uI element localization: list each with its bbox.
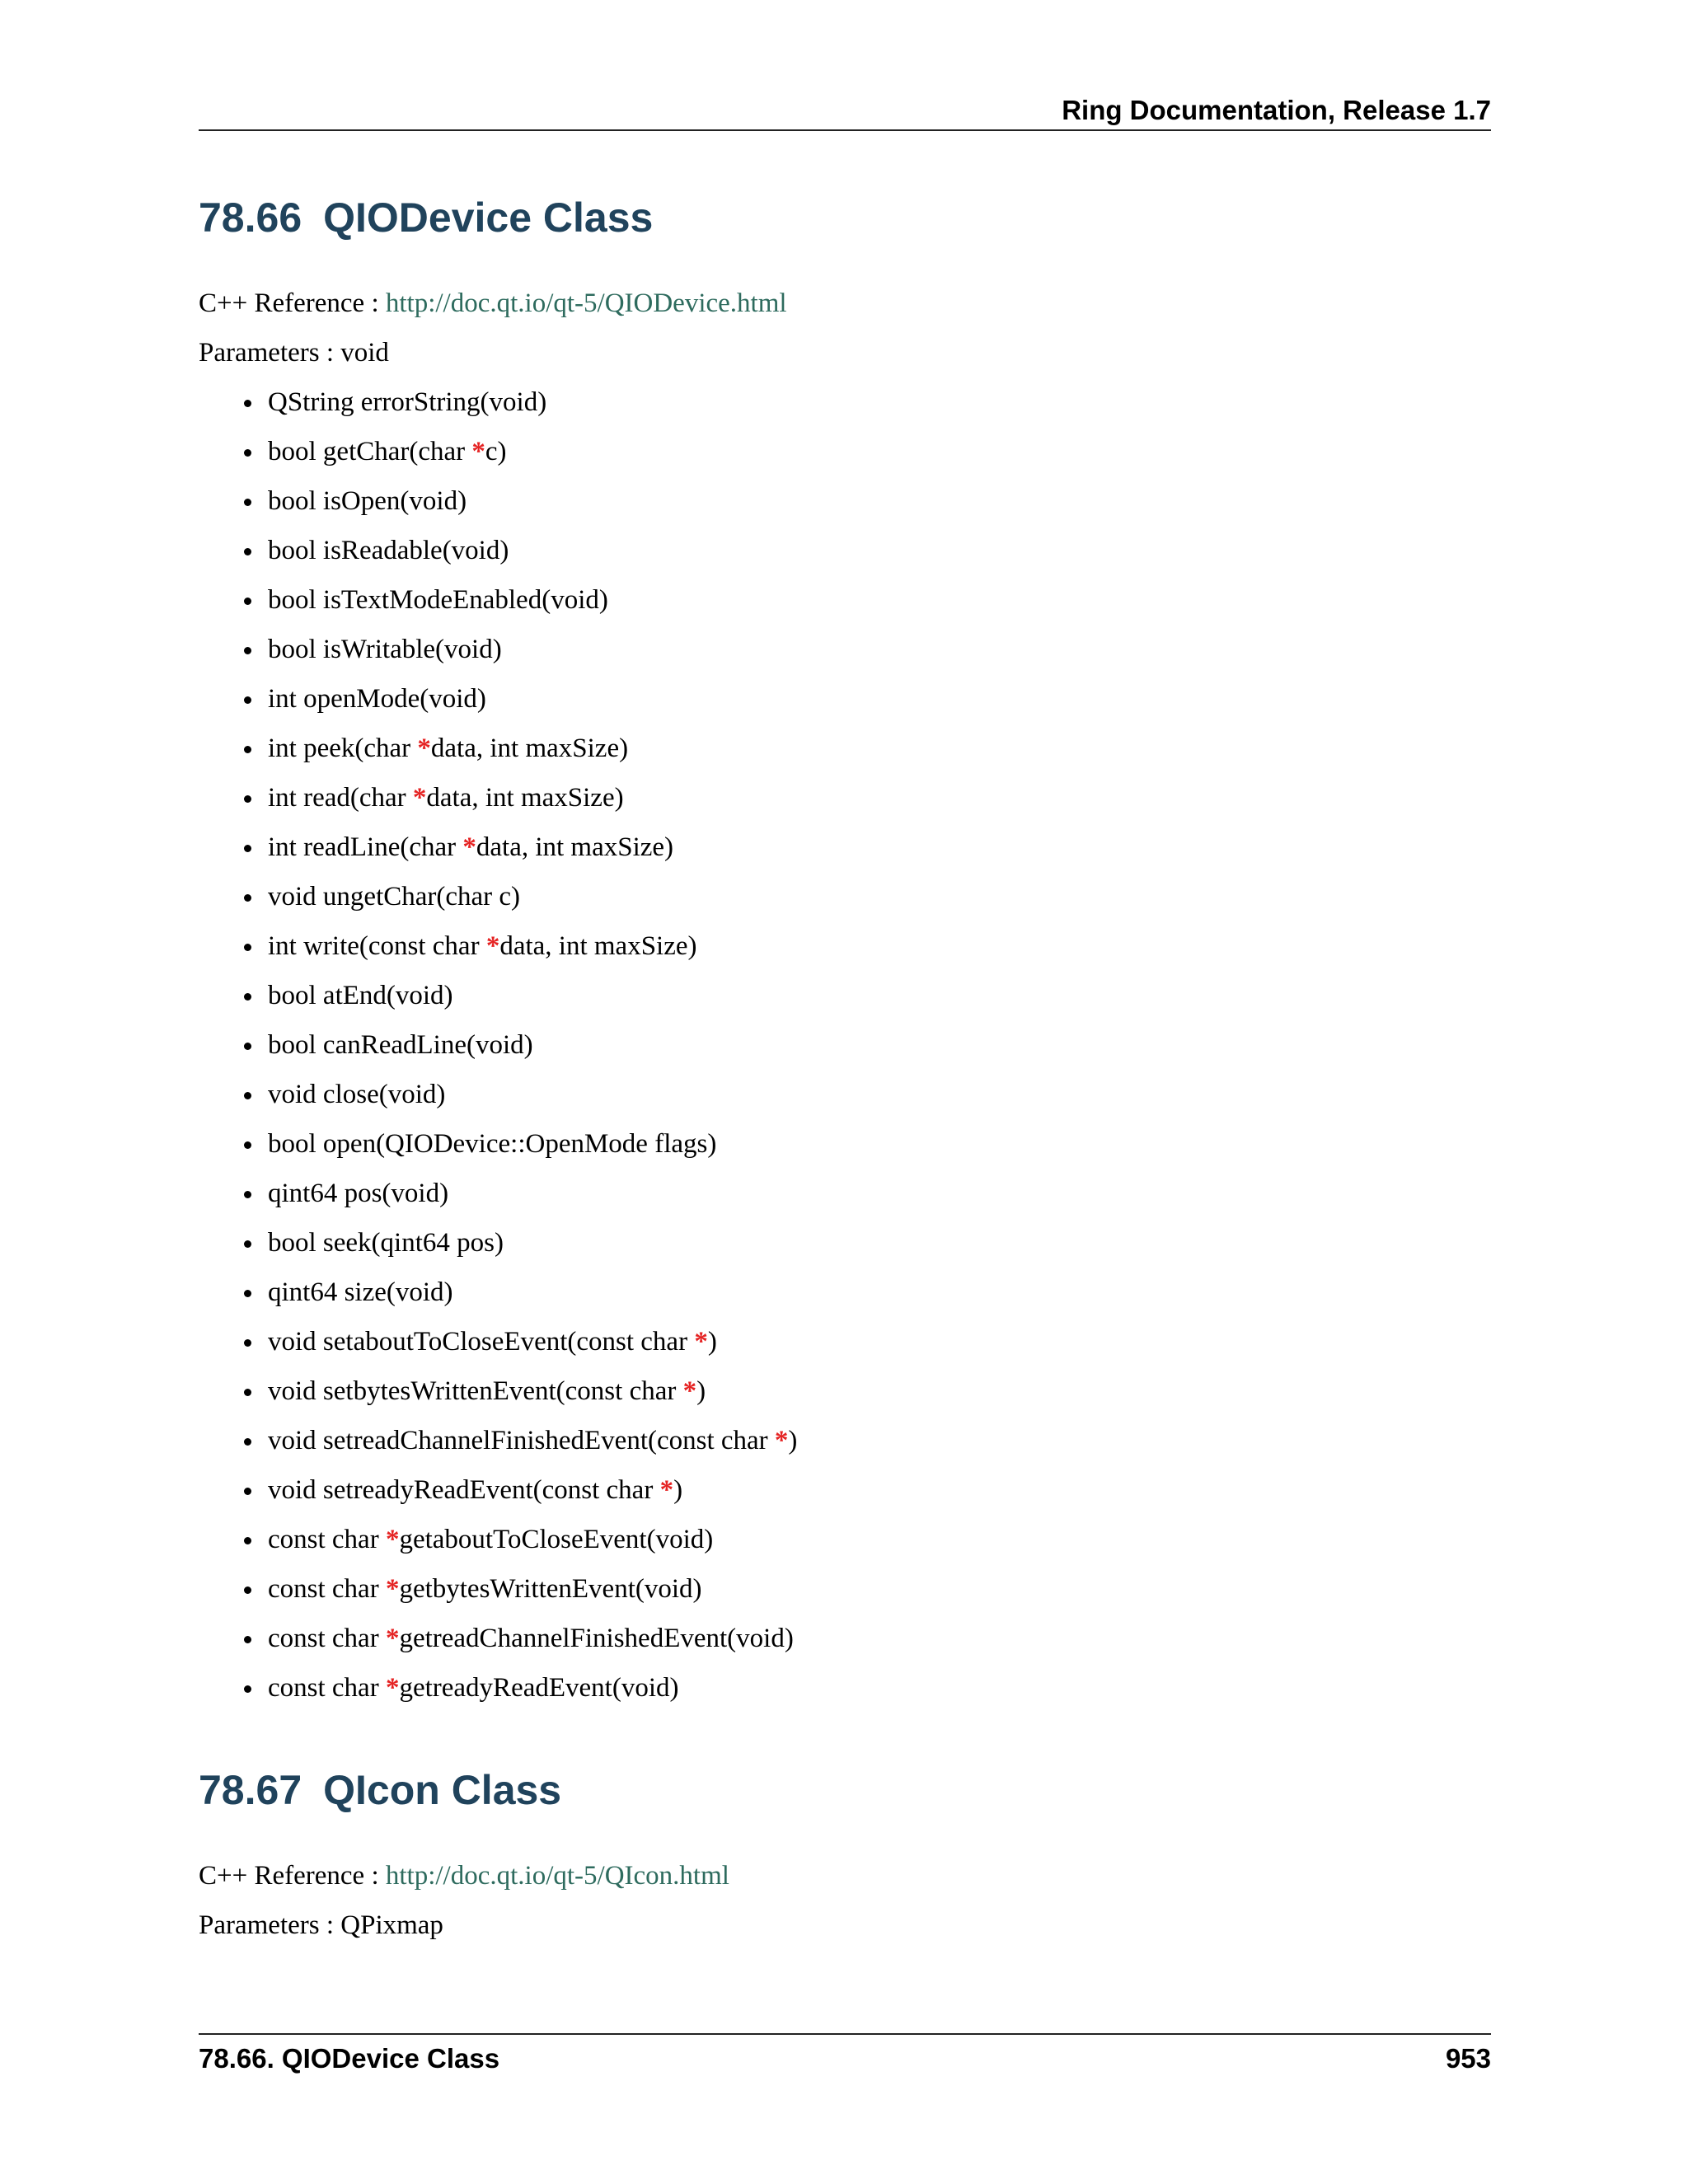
method-item	[242, 384, 546, 420]
signature-text: getbytesWrittenEvent(void)	[399, 1574, 702, 1604]
method-item	[242, 1521, 713, 1558]
method-signature	[268, 582, 608, 618]
method-signature	[268, 1027, 533, 1063]
signature-text: getreadyReadEvent(void)	[399, 1673, 679, 1703]
pointer-asterisk: *	[385, 1574, 400, 1604]
signature-text: int openMode(void)	[268, 684, 486, 714]
method-item	[242, 1175, 448, 1212]
signature-text: int peek(char	[268, 733, 418, 763]
signature-text: )	[707, 1327, 717, 1357]
signature-text: bool open(QIODevice::OpenMode flags)	[268, 1129, 717, 1159]
section-heading-qiodevice	[199, 193, 653, 242]
signature-text: const char	[268, 1673, 386, 1703]
signature-text: int write(const char	[268, 931, 486, 961]
method-item	[242, 1324, 717, 1360]
method-signature	[268, 1472, 682, 1508]
signature-text: getreadChannelFinishedEvent(void)	[399, 1624, 794, 1653]
pointer-asterisk: *	[471, 437, 485, 466]
cpp-reference-qicon	[199, 1858, 729, 1894]
method-item	[242, 1076, 445, 1113]
signature-text: data, int maxSize)	[430, 733, 629, 763]
method-signature	[268, 532, 509, 569]
method-item	[242, 1126, 716, 1162]
signature-text: int readLine(char	[268, 832, 463, 862]
signature-text: bool isTextModeEnabled(void)	[268, 585, 608, 615]
method-item	[242, 532, 509, 569]
signature-text: bool isOpen(void)	[268, 486, 467, 516]
pointer-asterisk: *	[485, 931, 500, 961]
method-item	[242, 928, 697, 964]
parameters-qicon: Parameters : QPixmap	[199, 1910, 443, 1940]
method-item	[242, 1571, 702, 1607]
signature-text: )	[673, 1475, 683, 1505]
method-signature	[268, 1620, 794, 1657]
method-signature	[268, 384, 546, 420]
reference-label: C++ Reference :	[199, 288, 386, 318]
method-signature	[268, 1225, 504, 1261]
section-number: 78.67	[199, 1767, 302, 1813]
reference-label: C++ Reference :	[199, 1861, 386, 1891]
method-item	[242, 977, 453, 1014]
method-item	[242, 780, 624, 816]
signature-text: const char	[268, 1624, 386, 1653]
signature-text: void setreadyReadEvent(const char	[268, 1475, 660, 1505]
parameters-qiodevice: Parameters : void	[199, 338, 389, 368]
signature-text: bool atEnd(void)	[268, 981, 453, 1010]
method-signature	[268, 681, 486, 717]
method-signature	[268, 1175, 448, 1212]
method-item	[242, 631, 502, 668]
signature-text: qint64 pos(void)	[268, 1179, 449, 1208]
method-item	[242, 1027, 533, 1063]
method-item	[242, 1373, 706, 1409]
method-item	[242, 681, 486, 717]
method-item	[242, 434, 507, 470]
method-item	[242, 879, 520, 915]
signature-text: bool getChar(char	[268, 437, 472, 466]
signature-text: )	[696, 1376, 706, 1406]
method-signature	[268, 780, 624, 816]
signature-text: bool isWritable(void)	[268, 635, 502, 664]
reference-link-qicon[interactable]: http://doc.qt.io/qt-5/QIcon.html	[385, 1861, 729, 1891]
signature-text: getaboutToCloseEvent(void)	[399, 1525, 714, 1554]
method-signature	[268, 1126, 716, 1162]
page-number: 953	[1445, 2043, 1491, 2074]
signature-text: void setaboutToCloseEvent(const char	[268, 1327, 695, 1357]
method-item	[242, 582, 608, 618]
header-divider	[199, 129, 1491, 131]
method-item	[242, 483, 467, 519]
pointer-asterisk: *	[659, 1475, 674, 1505]
signature-text: void setreadChannelFinishedEvent(const char	[268, 1426, 775, 1455]
method-signature	[268, 483, 467, 519]
method-signature	[268, 977, 453, 1014]
method-signature	[268, 631, 502, 668]
method-signature	[268, 1373, 706, 1409]
method-signature	[268, 1076, 445, 1113]
cpp-reference-qiodevice	[199, 285, 787, 321]
pointer-asterisk: *	[462, 832, 476, 862]
signature-text: qint64 size(void)	[268, 1277, 453, 1307]
signature-text: void setbytesWrittenEvent(const char	[268, 1376, 683, 1406]
reference-link-qiodevice[interactable]: http://doc.qt.io/qt-5/QIODevice.html	[385, 288, 787, 318]
running-header: Ring Documentation, Release 1.7	[1062, 95, 1491, 125]
section-heading-qicon	[199, 1765, 561, 1815]
signature-text: data, int maxSize)	[476, 832, 674, 862]
section-number: 78.66	[199, 194, 302, 241]
signature-text: bool canReadLine(void)	[268, 1030, 533, 1060]
footer-section: 78.66. QIODevice Class	[199, 2043, 500, 2074]
signature-text: const char	[268, 1525, 386, 1554]
pointer-asterisk: *	[682, 1376, 697, 1406]
method-item	[242, 1472, 682, 1508]
method-item	[242, 1225, 504, 1261]
method-signature	[268, 1422, 797, 1459]
method-signature	[268, 879, 520, 915]
signature-text: bool seek(qint64 pos)	[268, 1228, 504, 1258]
method-item	[242, 829, 673, 865]
signature-text: const char	[268, 1574, 386, 1604]
signature-text: bool isReadable(void)	[268, 536, 509, 565]
method-signature	[268, 928, 697, 964]
method-signature	[268, 829, 673, 865]
signature-text: void close(void)	[268, 1080, 446, 1109]
signature-text: QString errorString(void)	[268, 387, 547, 417]
method-item	[242, 730, 628, 766]
section-title: QIODevice Class	[323, 194, 654, 241]
method-signature	[268, 1324, 717, 1360]
signature-text: data, int maxSize)	[499, 931, 697, 961]
signature-text: int read(char	[268, 783, 413, 813]
signature-text: data, int maxSize)	[426, 783, 624, 813]
section-title: QIcon Class	[323, 1767, 562, 1813]
method-item	[242, 1274, 453, 1310]
document-page	[199, 0, 1491, 2184]
method-signature	[268, 1670, 678, 1706]
method-signature	[268, 1571, 702, 1607]
pointer-asterisk: *	[694, 1327, 708, 1357]
footer-divider	[199, 2033, 1491, 2035]
pointer-asterisk: *	[417, 733, 431, 763]
pointer-asterisk: *	[774, 1426, 789, 1455]
method-signature	[268, 730, 628, 766]
method-item	[242, 1670, 678, 1706]
pointer-asterisk: *	[412, 783, 427, 813]
signature-text: void ungetChar(char c)	[268, 882, 521, 912]
method-signature	[268, 1521, 713, 1558]
pointer-asterisk: *	[385, 1673, 400, 1703]
signature-text: c)	[485, 437, 507, 466]
method-item	[242, 1620, 794, 1657]
method-signature	[268, 1274, 453, 1310]
method-item	[242, 1422, 797, 1459]
pointer-asterisk: *	[385, 1525, 400, 1554]
method-signature	[268, 434, 507, 470]
pointer-asterisk: *	[385, 1624, 400, 1653]
signature-text: )	[788, 1426, 798, 1455]
